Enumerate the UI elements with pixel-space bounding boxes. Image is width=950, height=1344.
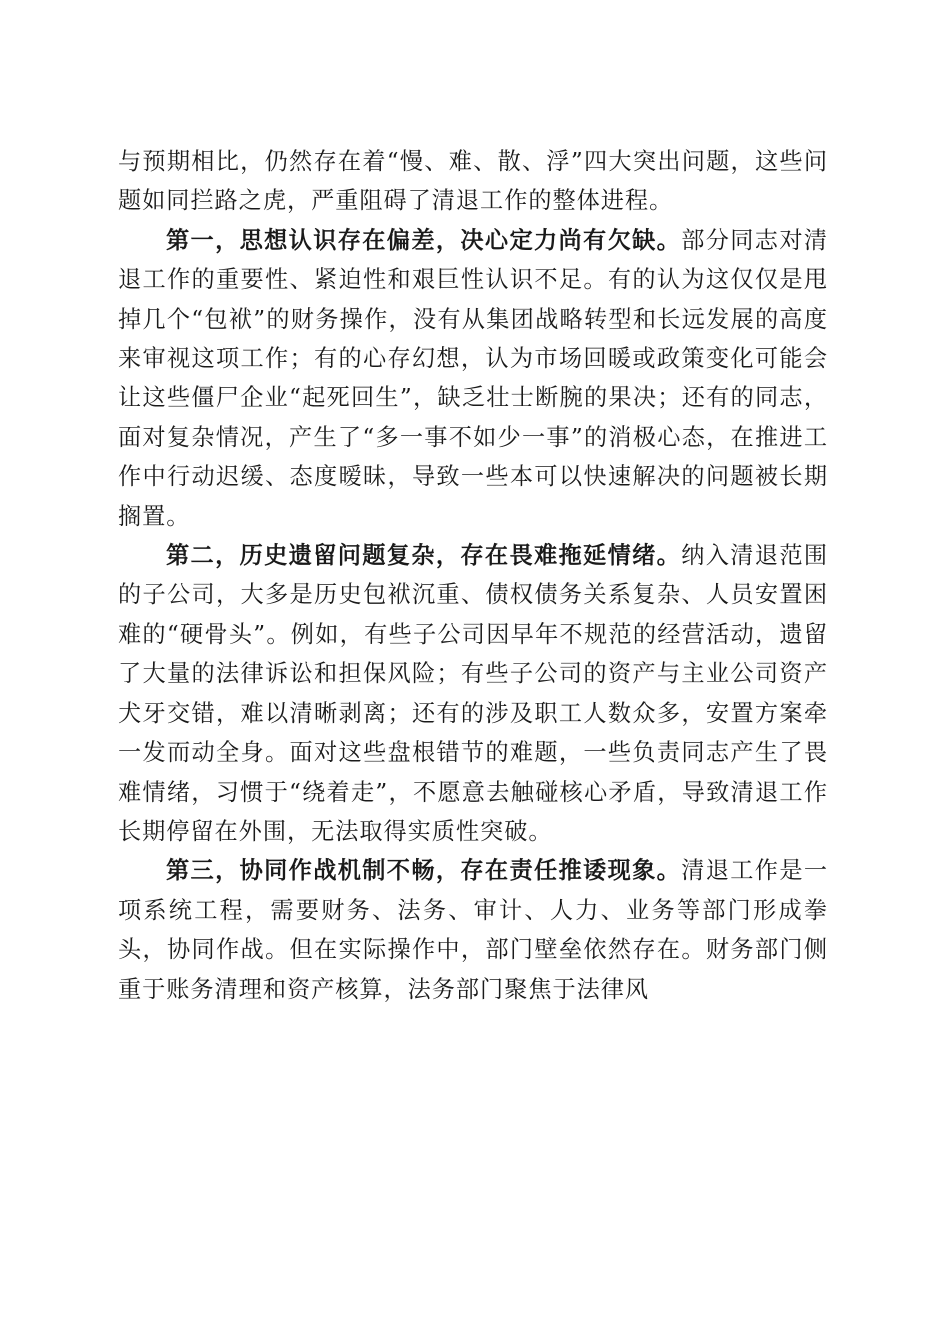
paragraph-text: 纳入清退范围的子公司，大多是历史包袱沉重、债权债务关系复杂、人员安置困难的“硬骨头”。例如，有些子公司因早年不规范的经营活动，遗留了大量的法律诉讼和担保风险；有些子公司的资产与主业公司资产犬牙交错，难以清晰剥离；还有的涉及职工人数众多，安置方案牵一发而动全身。面对这些盘根错节的难题，一些负责同志产生了畏难情绪，习惯于“绕着走”，不愿意去触碰核心矛盾，导致清退工作长期停留在外围，无法取得实质性突破。 [118,542,829,845]
paragraph-lead: 第三，协同作战机制不畅，存在责任推诿现象。 [166,857,682,885]
paragraph-text: 与预期相比，仍然存在着“慢、难、散、浮”四大突出问题，这些问题如同拦路之虎，严重阻碍了清退工作的整体进程。 [118,148,828,215]
paragraph-third-issue [118,851,828,1009]
paragraph-lead: 第一，思想认识存在偏差，决心定力尚有欠缺。 [166,226,682,254]
paragraph-first-issue [118,221,828,536]
paragraph-text: 部分同志对清退工作的重要性、紧迫性和艰巨性认识不足。有的认为这仅仅是甩掉几个“包袱”的财务操作，没有从集团战略转型和长远发展的高度来审视这项工作；有的心存幻想，认为市场回暖或政策变化可能会让这些僵尸企业“起死回生”，缺乏壮士断腕的果决；还有的同志，面对复杂情况，产生了“多一事不如少一事”的消极心态，在推进工作中行动迟缓、态度暧昧，导致一些本可以快速解决的问题被长期搁置。 [118,226,829,530]
paragraph-text: 清退工作是一项系统工程，需要财务、法务、审计、人力、业务等部门形成拳头，协同作战。但在实际操作中，部门壁垒依然存在。财务部门侧重于账务清理和资产核算，法务部门聚焦于法律风 [118,857,829,1003]
document-body [118,142,828,1009]
paragraph-intro [118,142,828,221]
paragraph-lead: 第二，历史遗留问题复杂，存在畏难拖延情绪。 [166,542,682,570]
paragraph-second-issue [118,536,828,851]
